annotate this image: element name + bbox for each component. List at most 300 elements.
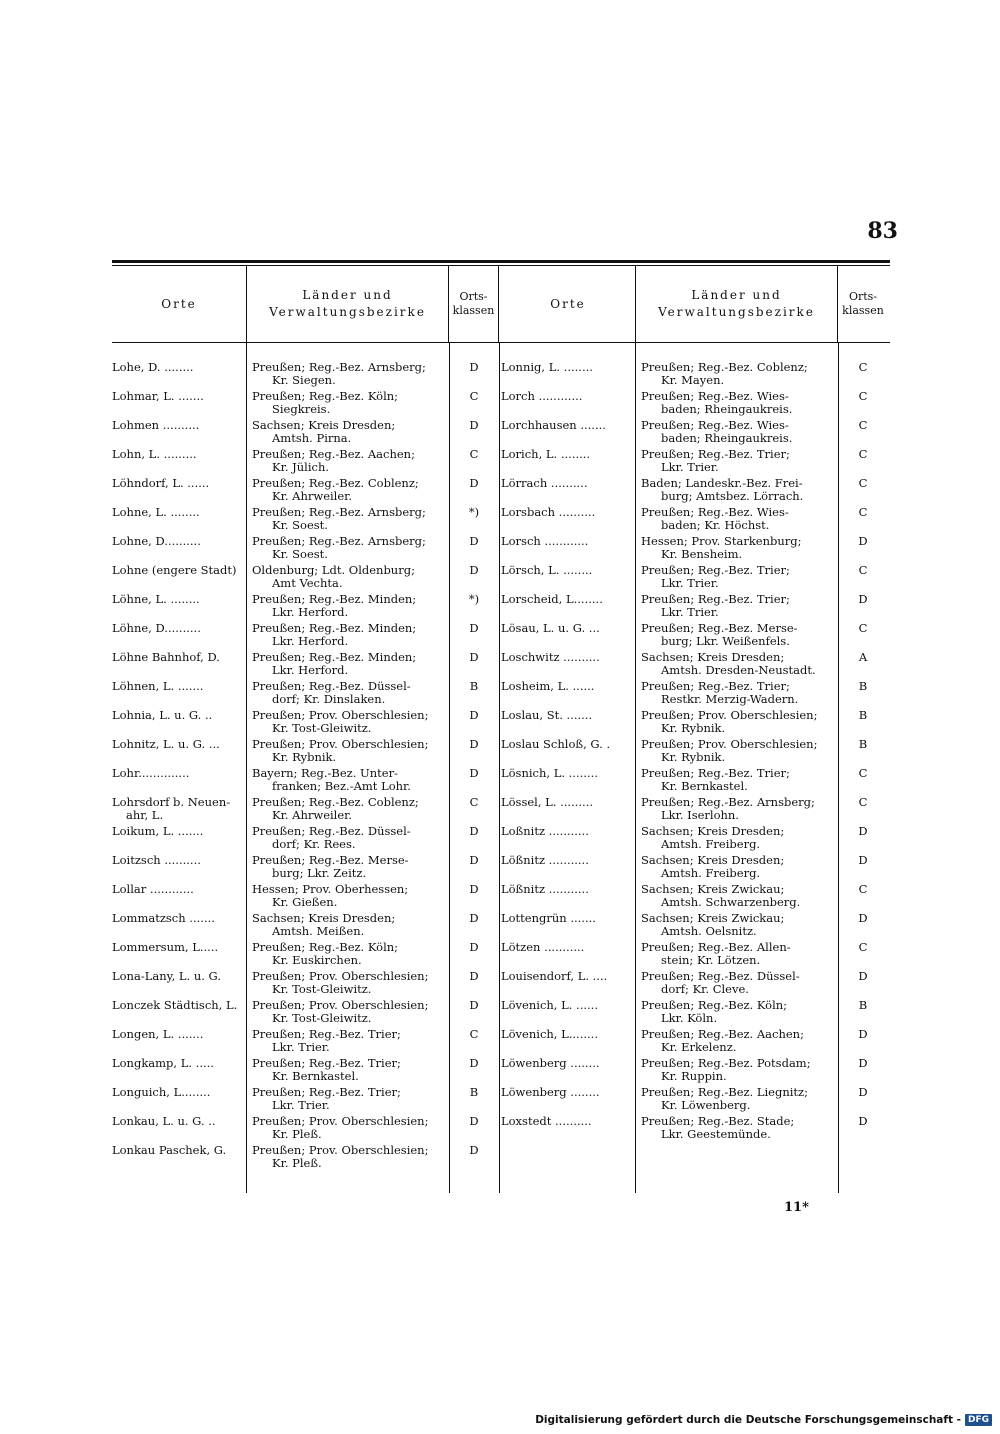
district-line1: Preußen; Prov. Oberschlesien; [641,738,818,751]
district [635,448,838,477]
district [635,825,838,854]
place-name-line1: Loslau, St. ....... [501,709,593,722]
district-line1: Preußen; Reg.-Bez. Trier; [641,767,790,780]
district-line1: Preußen; Reg.-Bez. Coblenz; [252,796,419,809]
place-name [112,1144,246,1173]
place-name-line1: Lösnich, L. ........ [501,767,598,780]
district-line1: Preußen; Reg.-Bez. Düssel- [252,825,411,838]
place-name [112,912,246,941]
place-name-line1: Löhne Bahnhof, D. [112,651,220,664]
district-line2: Kr. Ahrweiler. [272,809,353,822]
district [246,419,449,448]
table-row [112,1086,501,1115]
location-class: D [469,1056,479,1070]
place-name-line1: Louisendorf, L. .... [501,970,608,983]
table-row [112,651,501,680]
place-name-line1: Lohnia, L. u. G. .. [112,709,213,722]
district [246,535,449,564]
district-line1: Preußen; Reg.-Bez. Aachen; [252,448,415,461]
district-line1: Sachsen; Kreis Dresden; [641,854,785,867]
place-name [501,1028,635,1057]
place-name [501,796,635,825]
place-name-line1: Lona-Lany, L. u. G. [112,970,221,983]
location-class: C [858,563,868,577]
header-klassen-right [838,266,888,342]
district [246,390,449,419]
district-line2: Kr. Löwenberg. [661,1099,751,1112]
table-row [112,564,501,593]
district-line1: Preußen; Reg.-Bez. Coblenz; [641,361,808,374]
place-name [501,448,635,477]
district [246,825,449,854]
place-name-line1: Lohrsdorf b. Neuen- [112,796,231,809]
place-name-line1: Lorsch ............ [501,535,589,548]
location-class: C [469,1027,479,1041]
table-row [501,1057,890,1086]
district [246,448,449,477]
district [635,535,838,564]
district-line2: Lkr. Trier. [661,606,719,619]
place-name-line1: Lommersum, L..... [112,941,219,954]
district-line2: baden; Rheingaukreis. [661,432,793,445]
place-name-line1: Löhnen, L. ....... [112,680,204,693]
district-line2: Kr. Bensheim. [661,548,743,561]
location-class: D [469,737,479,751]
place-name-line1: Loxstedt .......... [501,1115,592,1128]
district-line2: Lkr. Herford. [272,635,349,648]
table-row [501,564,890,593]
district-line1: Preußen; Reg.-Bez. Köln; [252,941,399,954]
district-line1: Preußen; Reg.-Bez. Trier; [641,564,790,577]
location-class: C [858,476,868,490]
district [246,506,449,535]
location-class: B [469,1085,479,1099]
table-row [112,506,501,535]
place-name-line1: Lörrach .......... [501,477,588,490]
place-name-line1: Longen, L. ....... [112,1028,204,1041]
place-name [501,680,635,709]
district-line2: Amtsh. Freiberg. [661,838,761,851]
place-name-line1: Lößnitz ........... [501,883,589,896]
district-line2: Kr. Euskirchen. [272,954,362,967]
place-name [501,941,635,970]
table-row [112,535,501,564]
table-row [501,1115,890,1144]
location-class: D [858,1085,868,1099]
location-class: D [858,534,868,548]
district-line2: Amtsh. Schwarzenberg. [661,896,801,909]
table-row [501,796,890,825]
place-name-line1: Löwenberg ........ [501,1057,600,1070]
place-name [112,390,246,419]
district-line1: Oldenburg; Ldt. Oldenburg; [252,564,415,577]
place-name [112,941,246,970]
district-line1: Preußen; Reg.-Bez. Trier; [252,1057,401,1070]
place-name [501,767,635,796]
district [246,622,449,651]
table-row [501,999,890,1028]
header-laender-line1: Länder und [691,288,782,302]
place-name [501,564,635,593]
place-name [501,912,635,941]
district-line2: Amtsh. Oelsnitz. [661,925,757,938]
place-name-line1: Lorchhausen ....... [501,419,606,432]
district [635,1115,838,1144]
place-name-line1: Loslau Schloß, G. . [501,738,611,751]
location-class: D [469,1114,479,1128]
location-class: D [858,969,868,983]
place-name-line1: Lohne, L. ........ [112,506,200,519]
table-row [501,593,890,622]
district [246,1028,449,1057]
table-top-rule [112,260,890,263]
district-line2: Kr. Erkelenz. [661,1041,737,1054]
district-line2: Kr. Bernkastel. [661,780,748,793]
district [635,999,838,1028]
place-name-line1: Longuich, L........ [112,1086,211,1099]
location-class: D [469,418,479,432]
district-line1: Preußen; Prov. Oberschlesien; [252,1144,429,1157]
district [246,883,449,912]
place-name [501,651,635,680]
district [635,912,838,941]
location-class: B [858,998,868,1012]
footer [535,1414,992,1426]
district [246,1144,449,1173]
district-line1: Preußen; Reg.-Bez. Köln; [252,390,399,403]
district-line2: Amtsh. Dresden-Neustadt. [661,664,816,677]
district-line1: Sachsen; Kreis Dresden; [252,912,396,925]
district-line2: Amt Vechta. [272,577,343,590]
district [635,680,838,709]
district [246,970,449,999]
place-name [112,738,246,767]
district-line1: Sachsen; Kreis Dresden; [641,825,785,838]
location-class: D [469,766,479,780]
table-row [112,419,501,448]
district [635,709,838,738]
district [635,883,838,912]
district-line1: Baden; Landeskr.-Bez. Frei- [641,477,803,490]
district-line1: Hessen; Prov. Oberhessen; [252,883,409,896]
district-line1: Preußen; Reg.-Bez. Arnsberg; [252,361,426,374]
district [635,390,838,419]
district [246,999,449,1028]
place-name-line1: Löhne, D.......... [112,622,201,635]
table-row [501,825,890,854]
place-name-line1: Lohmen .......... [112,419,200,432]
table-row [112,361,501,390]
place-name-line1: Lommatzsch ....... [112,912,215,925]
location-class: D [858,853,868,867]
district [635,564,838,593]
district [246,912,449,941]
table-row [112,622,501,651]
location-class: D [469,1143,479,1157]
table-row [112,912,501,941]
table-row [501,709,890,738]
district-line1: Preußen; Reg.-Bez. Düssel- [641,970,800,983]
place-name [112,1115,246,1144]
district-line2: dorf; Kr. Cleve. [661,983,749,996]
table-row [112,390,501,419]
place-name [112,1057,246,1086]
district [246,767,449,796]
header-klassen-line2: klassen [452,304,495,317]
header-orte-right: Orte [550,296,586,311]
table-body-right [501,343,890,1193]
place-name [112,361,246,390]
place-name-line1: Lonkau, L. u. G. .. [112,1115,216,1128]
place-name-line1: Lohe, D. ........ [112,361,194,374]
place-name [112,999,246,1028]
district [635,970,838,999]
district-line1: Preußen; Reg.-Bez. Minden; [252,593,417,606]
place-name-line1: Löhne, L. ........ [112,593,200,606]
location-class: D [469,969,479,983]
district [635,477,838,506]
table-row [501,506,890,535]
place-name [501,883,635,912]
district [635,622,838,651]
district [246,564,449,593]
location-class: C [858,418,868,432]
location-class: B [469,679,479,693]
place-name [501,970,635,999]
place-name [501,477,635,506]
district-line2: burg; Lkr. Zeitz. [272,867,367,880]
district-line1: Preußen; Reg.-Bez. Liegnitz; [641,1086,808,1099]
place-name [112,1028,246,1057]
district-line2: Lkr. Geestemünde. [661,1128,771,1141]
district-line2: Amtsh. Meißen. [272,925,365,938]
place-name-line2: ahr, L. [126,808,164,822]
place-name [501,593,635,622]
place-name [112,1086,246,1115]
location-class: D [469,534,479,548]
district-line2: Kr. Pleß. [272,1157,322,1170]
header-klassen-line2: klassen [842,304,884,317]
district-line1: Preußen; Reg.-Bez. Wies- [641,506,789,519]
district-line1: Preußen; Reg.-Bez. Minden; [252,651,417,664]
district-line2: Lkr. Trier. [272,1041,330,1054]
location-class: D [469,911,479,925]
district-line1: Preußen; Reg.-Bez. Trier; [641,680,790,693]
place-name-line1: Loikum, L. ....... [112,825,204,838]
location-class: *) [468,592,480,606]
place-name [501,361,635,390]
district-line2: Kr. Siegen. [272,374,336,387]
district-line2: burg; Amtsbez. Lörrach. [661,490,804,503]
place-name [112,448,246,477]
district-line2: Kr. Tost-Gleiwitz. [272,983,372,996]
header-right [501,266,890,342]
table-body-left [112,343,501,1193]
table-row [501,651,890,680]
place-name-line1: Lövenich, L. ...... [501,999,598,1012]
table-body [112,343,890,1193]
district-line2: Kr. Pleß. [272,1128,322,1141]
table-row [112,593,501,622]
place-name [112,477,246,506]
table-row [501,390,890,419]
place-name [501,709,635,738]
location-class: D [469,824,479,838]
place-name-line1: Lorich, L. ........ [501,448,591,461]
place-name [112,854,246,883]
district [635,593,838,622]
district-line1: Sachsen; Kreis Zwickau; [641,912,785,925]
district-line2: burg; Lkr. Weißenfels. [661,635,790,648]
district-line1: Preußen; Reg.-Bez. Arnsberg; [252,535,426,548]
place-name-line1: Lohnitz, L. u. G. ... [112,738,220,751]
district [246,477,449,506]
district-line1: Preußen; Prov. Oberschlesien; [252,1115,429,1128]
district-line2: dorf; Kr. Dinslaken. [272,693,386,706]
location-class: D [469,621,479,635]
location-class: *) [468,505,480,519]
district-line2: Kr. Gießen. [272,896,338,909]
place-name [112,709,246,738]
district [246,680,449,709]
district-line1: Preußen; Reg.-Bez. Coblenz; [252,477,419,490]
place-name [501,1115,635,1144]
district-line1: Preußen; Reg.-Bez. Trier; [252,1028,401,1041]
district-line2: franken; Bez.-Amt Lohr. [272,780,411,793]
location-class: D [469,882,479,896]
district-line1: Preußen; Prov. Oberschlesien; [252,970,429,983]
location-class: D [469,563,479,577]
place-name-line1: Lößnitz ........... [501,854,589,867]
table-row [112,448,501,477]
table-row [112,1057,501,1086]
place-name [501,999,635,1028]
location-class: C [858,882,868,896]
place-name-line1: Loitzsch .......... [112,854,201,867]
table-row [501,477,890,506]
district-line1: Preußen; Prov. Oberschlesien; [252,709,429,722]
dfg-logo: DFG [965,1414,992,1426]
table-row [501,738,890,767]
place-name [112,564,246,593]
table-row [112,1028,501,1057]
place-name [112,535,246,564]
district [635,1057,838,1086]
location-class: D [469,998,479,1012]
district [246,1115,449,1144]
district-line2: Amtsh. Pirna. [272,432,352,445]
district-line2: stein; Kr. Lötzen. [661,954,761,967]
table-row [112,883,501,912]
place-name-line1: Lohne, D.......... [112,535,201,548]
district [635,854,838,883]
district [246,738,449,767]
district-line1: Bayern; Reg.-Bez. Unter- [252,767,398,780]
place-name [501,535,635,564]
place-name [112,883,246,912]
place-name [112,593,246,622]
place-table [112,260,890,1193]
table-row [501,767,890,796]
location-class: D [469,940,479,954]
district [635,651,838,680]
district-line1: Preußen; Prov. Oberschlesien; [641,709,818,722]
location-class: C [858,389,868,403]
place-name [501,1057,635,1086]
district [635,506,838,535]
header-klassen-line1: Orts- [459,290,488,303]
location-class: B [858,679,868,693]
place-name [112,970,246,999]
place-name [501,506,635,535]
table-row [112,477,501,506]
place-name-line1: Lösau, L. u. G. ... [501,622,600,635]
district-line2: Kr. Mayen. [661,374,725,387]
place-name-line1: Losheim, L. ...... [501,680,595,693]
header-klassen-left [449,266,499,342]
location-class: D [469,650,479,664]
district [635,1086,838,1115]
table-row [501,622,890,651]
place-name [112,767,246,796]
table-row [112,941,501,970]
header-laender-line1: Länder und [302,288,393,302]
location-class: C [858,621,868,635]
place-name-line1: Lohn, L. ......... [112,448,197,461]
location-class: D [858,1027,868,1041]
district-line2: Kr. Jülich. [272,461,330,474]
place-name [501,390,635,419]
place-name-line1: Löwenberg ........ [501,1086,600,1099]
table-row [501,535,890,564]
district [635,738,838,767]
district-line2: Lkr. Iserlohn. [661,809,739,822]
location-class: C [469,795,479,809]
district-line2: baden; Rheingaukreis. [661,403,793,416]
district-line1: Sachsen; Kreis Zwickau; [641,883,785,896]
location-class: B [858,737,868,751]
district-line1: Sachsen; Kreis Dresden; [641,651,785,664]
table-row [112,1115,501,1144]
place-name [501,738,635,767]
place-name-line1: Lorscheid, L........ [501,593,603,606]
table-row [112,767,501,796]
district-line1: Preußen; Reg.-Bez. Merse- [252,854,409,867]
table-row [501,970,890,999]
district-line2: Restkr. Merzig-Wadern. [661,693,799,706]
district-line2: Lkr. Trier. [661,577,719,590]
table-row [112,999,501,1028]
table-row [501,941,890,970]
page-number: 83 [867,218,898,244]
header-laender-line2: Verwaltungsbezirke [269,305,426,319]
place-name [501,419,635,448]
location-class: C [858,795,868,809]
location-class: D [858,911,868,925]
district [635,796,838,825]
district-line2: Kr. Rybnik. [661,722,726,735]
place-name [501,1086,635,1115]
district-line2: Lkr. Trier. [272,1099,330,1112]
district-line1: Preußen; Reg.-Bez. Köln; [641,999,788,1012]
place-name-line1: Löhndorf, L. ...... [112,477,210,490]
district-line1: Preußen; Reg.-Bez. Arnsberg; [252,506,426,519]
place-name [112,419,246,448]
table-row [112,970,501,999]
district-line2: Kr. Tost-Gleiwitz. [272,1012,372,1025]
place-name-line1: Lohmar, L. ....... [112,390,204,403]
district-line1: Sachsen; Kreis Dresden; [252,419,396,432]
